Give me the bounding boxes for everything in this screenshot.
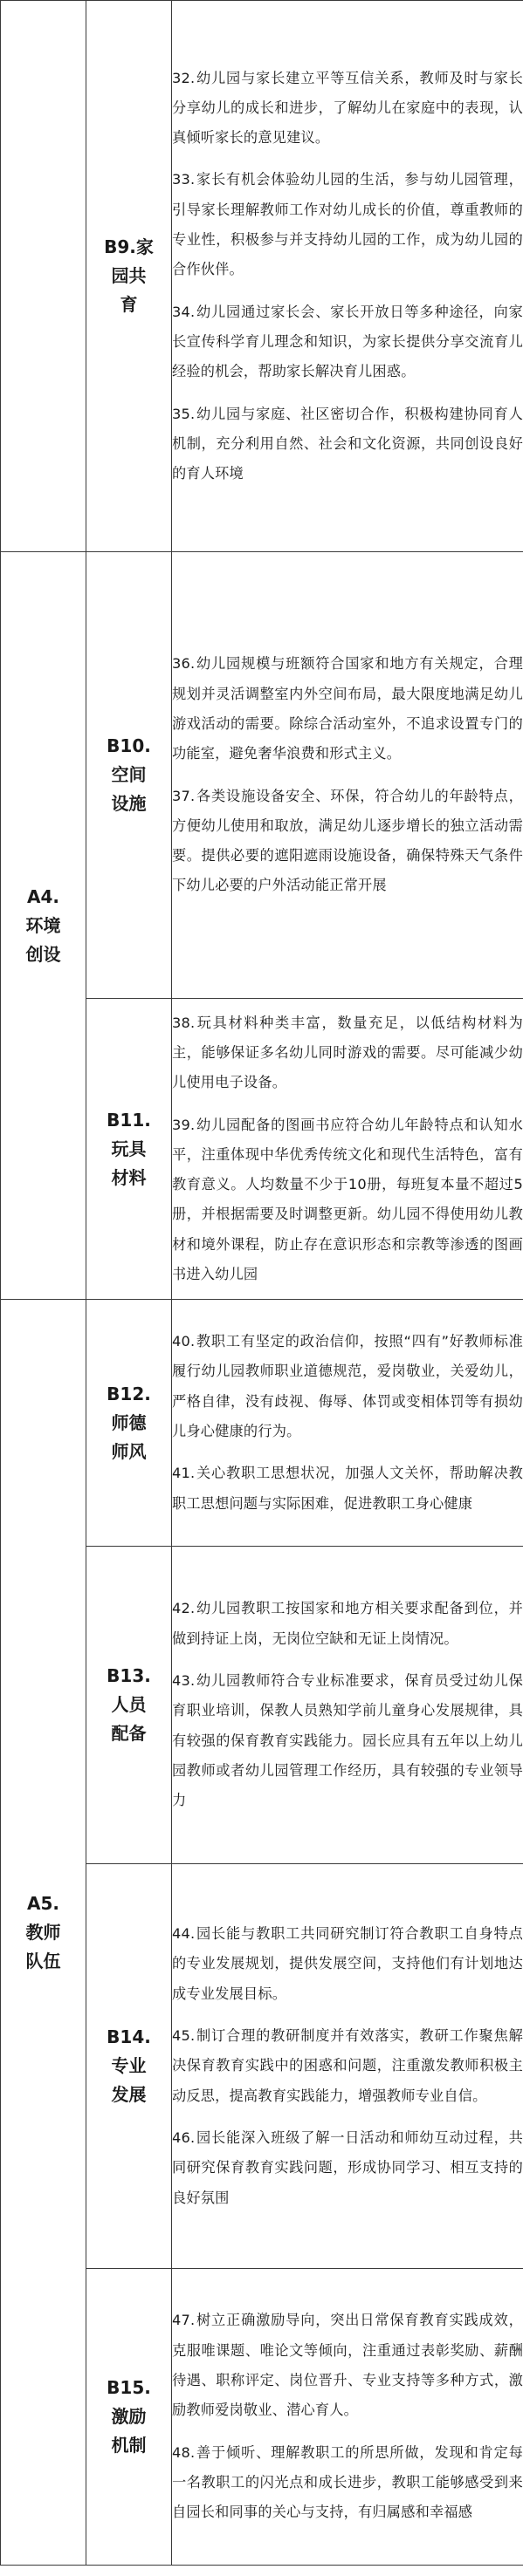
subcategory-label: B9.家 园共 育 <box>104 236 154 315</box>
list-item: 38.玩具材料种类丰富，数量充足，以低结构材料为主，能够保证多名幼儿同时游戏的需要。尽可能减少幼儿使用电子设备。 <box>172 1014 523 1091</box>
items-cell-b9 <box>172 1 523 552</box>
subcategory-cell-b12 <box>86 1300 172 1547</box>
category-cell-a5 <box>1 1300 86 2566</box>
items-cell-b14 <box>172 1864 523 2269</box>
list-item: 43.幼儿园教师符合专业标准要求，保育员受过幼儿保育职业培训，保教人员熟知学前儿童身心发展规律，具有较强的保育教育实践能力。园长应具有五年以上幼儿园教师或者幼儿园管理工作经历，具有较强的专业领导力 <box>172 1672 523 1809</box>
subcategory-label: B10. 空间 设施 <box>107 735 151 814</box>
category-cell-a4 <box>1 552 86 1300</box>
subcategory-cell-b13 <box>86 1547 172 1864</box>
subcategory-cell-b15 <box>86 2269 172 2566</box>
list-item: 47.树立正确激励导向，突出日常保育教育实践成效，克服唯课题、唯论文等倾向，注重通过表彰奖励、薪酬待遇、职称评定、岗位晋升、专业支持等多种方式，激励教师爱岗敬业、潜心育人。 <box>172 2312 523 2419</box>
table-row-b10 <box>1 552 523 999</box>
table-row-b12 <box>1 1300 523 1547</box>
list-item: 41.关心教职工思想状况，加强人文关怀，帮助解决教职工思想问题与实际困难，促进教职工身心健康 <box>172 1465 523 1512</box>
items-cell-b12 <box>172 1300 523 1547</box>
category-cell-continued <box>1 1 86 552</box>
subcategory-label: B15. 激励 机制 <box>107 2377 151 2456</box>
category-label: A4. 环境 创设 <box>25 885 61 965</box>
subcategory-label: B13. 人员 配备 <box>107 1665 151 1744</box>
list-item: 42.幼儿园教职工按国家和地方相关要求配备到位，并做到持证上岗，无岗位空缺和无证上岗情况。 <box>172 1600 523 1647</box>
list-item: 44.园长能与教职工共同研究制订符合教职工自身特点的专业发展规划，提供发展空间，支持他们有计划地达成专业发展目标。 <box>172 1925 523 2002</box>
list-item: 36.幼儿园规模与班额符合国家和地方有关规定，合理规划并灵活调整室内外空间布局，最大限度地满足幼儿游戏活动的需要。除综合活动室外，不追求设置专门的功能室，避免奢华浪费和形式主义。 <box>172 655 523 762</box>
subcategory-cell-b9 <box>86 1 172 552</box>
subcategory-label: B14. 专业 发展 <box>107 2026 151 2105</box>
table-row-b9 <box>1 1 523 552</box>
subcategory-label: B12. 师德 师风 <box>107 1383 151 1462</box>
items-cell-b10 <box>172 552 523 999</box>
list-item: 35.幼儿园与家庭、社区密切合作，积极构建协同育人机制，充分利用自然、社会和文化资源，共同创设良好的育人环境 <box>172 405 523 482</box>
list-item: 37.各类设施设备安全、环保，符合幼儿的年龄特点，方便幼儿使用和取放，满足幼儿逐步增长的独立活动需要。提供必要的遮阳遮雨设施设备，确保特殊天气条件下幼儿必要的户外活动能正常开展 <box>172 787 523 894</box>
category-label: A5. 教师 队伍 <box>25 1892 61 1971</box>
items-cell-b11 <box>172 999 523 1300</box>
items-cell-b13 <box>172 1547 523 1864</box>
list-item: 46.园长能深入班级了解一日活动和师幼互动过程，共同研究保育教育实践问题，形成协同学习、相互支持的良好氛围 <box>172 2128 523 2206</box>
subcategory-cell-b10 <box>86 552 172 999</box>
list-item: 48.善于倾听、理解教职工的所思所做，发现和肯定每一名教职工的闪光点和成长进步，教职工能够感受到来自园长和同事的关心与支持，有归属感和幸福感 <box>172 2443 523 2521</box>
list-item: 32.幼儿园与家长建立平等互信关系，教师及时与家长分享幼儿的成长和进步，了解幼儿在家庭中的表现，认真倾听家长的意见建议。 <box>172 69 523 147</box>
list-item: 33.家长有机会体验幼儿园的生活，参与幼儿园管理，引导家长理解教师工作对幼儿成长的价值，尊重教师的专业性，积极参与并支持幼儿园的工作，成为幼儿园的合作伙伴。 <box>172 171 523 278</box>
list-item: 40.教职工有坚定的政治信仰，按照“四有”好教师标准履行幼儿园教师职业道德规范，爱岗敬业，关爱幼儿，严格自律，没有歧视、侮辱、体罚或变相体罚等有损幼儿身心健康的行为。 <box>172 1333 523 1439</box>
subcategory-label: B11. 玩具 材料 <box>107 1109 151 1188</box>
items-cell-b15 <box>172 2269 523 2566</box>
subcategory-cell-b11 <box>86 999 172 1300</box>
list-item: 34.幼儿园通过家长会、家长开放日等多种途径，向家长宣传科学育儿理念和知识，为家长提供分享交流育儿经验的机会，帮助家长解决育儿困惑。 <box>172 303 523 380</box>
subcategory-cell-b14 <box>86 1864 172 2269</box>
list-item: 39.幼儿园配备的图画书应符合幼儿年龄特点和认知水平，注重体现中华优秀传统文化和现代生活特色，富有教育意义。人均数量不少于10册，每班复本量不超过5册，并根据需要及时调整更新。幼儿园不得使用幼儿教材和境外课程，防止存在意识形态和宗教等渗透的图画书进入幼儿园 <box>172 1116 523 1283</box>
list-item: 45.制订合理的教研制度并有效落实，教研工作聚焦解决保育教育实践中的困惑和问题，注重激发教师积极主动反思，提高教育实践能力，增强教师专业自信。 <box>172 2027 523 2104</box>
